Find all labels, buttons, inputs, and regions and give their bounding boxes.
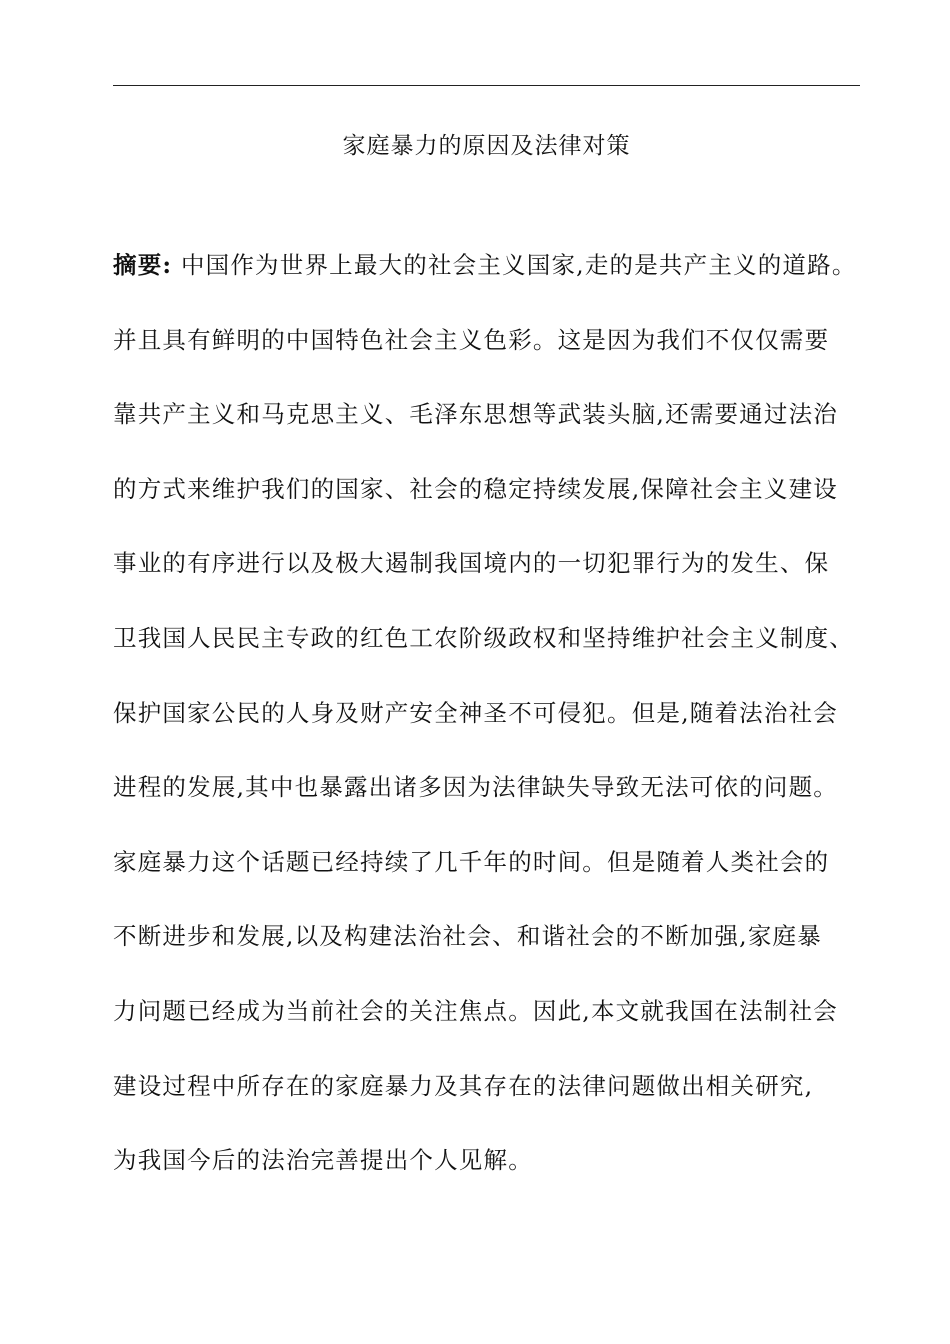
abstract-line: 靠共产主义和马克思主义、毛泽东思想等武装头脑,还需要通过法治: [113, 400, 838, 429]
abstract-line: 事业的有序进行以及极大遏制我国境内的一切犯罪行为的发生、保: [113, 549, 830, 578]
document-title: 家庭暴力的原因及法律对策: [342, 133, 631, 159]
abstract-line: 进程的发展,其中也暴露出诸多因为法律缺失导致无法可依的问题。: [113, 773, 838, 802]
abstract-section: [113, 247, 873, 1217]
abstract-label: 摘要:: [113, 251, 173, 279]
abstract-line: 力问题已经成为当前社会的关注焦点。因此,本文就我国在法制社会: [113, 996, 838, 1025]
abstract-line: 卫我国人民民主专政的红色工农阶级政权和坚持维护社会主义制度、: [113, 623, 854, 652]
abstract-line: 保护国家公民的人身及财产安全神圣不可侵犯。但是,随着法治社会: [113, 698, 838, 727]
header-divider: [113, 85, 860, 86]
abstract-line: 并且具有鲜明的中国特色社会主义色彩。这是因为我们不仅仅需要: [113, 325, 830, 354]
abstract-line: 家庭暴力这个话题已经持续了几千年的时间。但是随着人类社会的: [113, 847, 830, 876]
abstract-line: 建设过程中所存在的家庭暴力及其存在的法律问题做出相关研究,: [113, 1071, 814, 1100]
abstract-line-text: 中国作为世界上最大的社会主义国家,走的是共产主义的道路。: [172, 251, 857, 279]
abstract-line: 不断进步和发展,以及构建法治社会、和谐社会的不断加强,家庭暴: [113, 922, 822, 951]
abstract-line: [113, 247, 873, 322]
abstract-line: 的方式来维护我们的国家、社会的稳定持续发展,保障社会主义建设: [113, 474, 838, 503]
abstract-line: 为我国今后的法治完善提出个人见解。: [113, 1146, 533, 1175]
